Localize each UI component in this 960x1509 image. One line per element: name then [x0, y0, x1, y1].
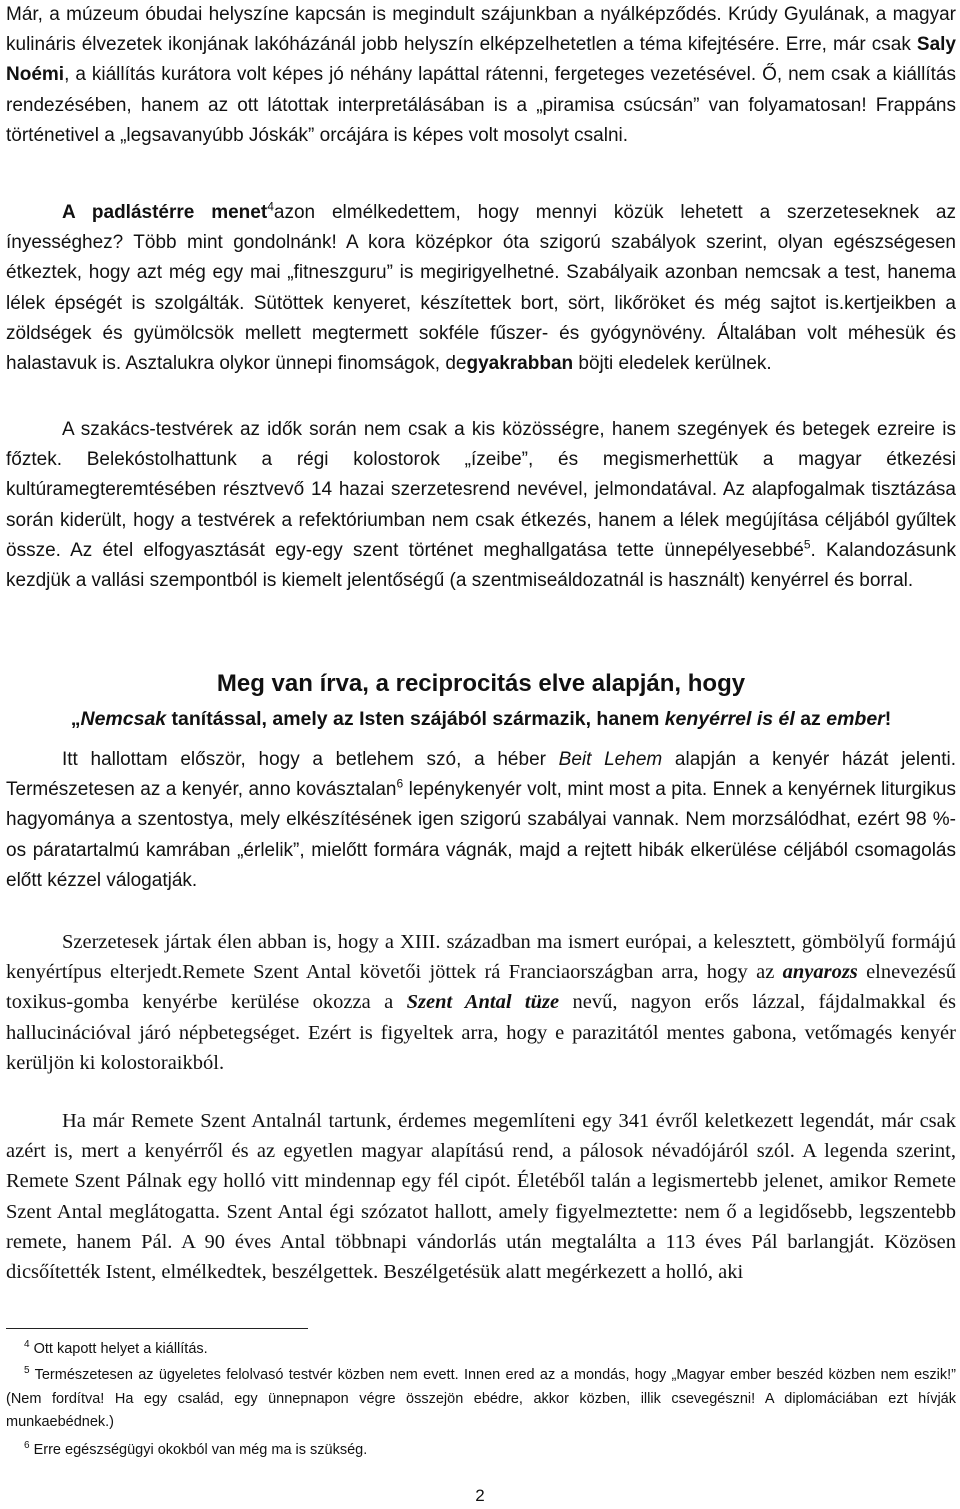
- emphasis-bold: gyakrabban: [466, 353, 574, 375]
- italic-word: ember: [826, 708, 885, 730]
- paragraph-text: lepénykenyér volt, mint most a pita. Ennek a kenyérnek liturgikus hagyománya a szentostya, mely elkészítésének igen szigorú szabályai vannak. Nem morzsálódhat, ezért 98 %-os páratartalmú kamrában „érlelik”, mielőtt formára vágnák, majd a rejtett hibák elkerülése céljából csomagolás előtt kézzel válogatják.: [6, 779, 956, 891]
- footnote-ref-6: 6: [396, 776, 404, 791]
- paragraph-legend: Ha már Remete Szent Antalnál tartunk, érdemes megemlíteni egy 341 évről keletkezett legendát, már csak azért is, mert a kenyérről és az egyetlen magyar alapítású rend, a pálosok névadójáról szól. A legenda szerint, Remete Szent Pálnak egy holló vitt mindennap egy fél cipót. Életéből talán a legismertebb jelenet, amikor Remete Szent Antal meglátogatta. Szent Antal égi szózatot hallott, amely figyelmeztette: nem ő a legidősebb, legszentebb remete, hanem Pál. A 90 éves Antal többnapi vándorlás után megtalálta a 113 éves Pál barlangját. Közösen dicsőítették Istent, elmélkedtek, beszélgettek. Beszélgetésük alatt megérkezett a holló, aki: [6, 1110, 956, 1284]
- heading-text: !: [884, 708, 892, 730]
- footnote-ref-5: 5: [803, 537, 811, 552]
- curator-name: Saly Noémi: [6, 34, 956, 86]
- paragraph-text: nevű, nagyon erős lázzal, fájdalmakkal és hallucinációval járó népbetegséget. Ezért is figyeltek arra, hogy e parazitától mentes gabona, vetőmagés kenyér kerüljön ki kolostoraikból.: [6, 991, 957, 1074]
- paragraph-bethlehem: [6, 745, 956, 896]
- footnote-divider: [6, 1328, 308, 1329]
- paragraph-monks-bread: [6, 927, 956, 1078]
- paragraph-text: Itt hallottam először, hogy a betlehem szó, a héber: [62, 749, 559, 770]
- section-heading: Meg van írva, a reciprocitás elve alapján, hogy: [216, 670, 746, 697]
- italic-word: Nemcsak: [80, 708, 167, 730]
- paragraph-attic-walk: [6, 198, 956, 379]
- italic-phrase: kenyérrel is él: [664, 708, 795, 730]
- footnote-number: 5: [24, 1365, 30, 1377]
- footnote-text: Természetesen az ügyeletes felolvasó testvér közben nem evett. Innen ered az a mondás, hogy „Magyar ember beszéd közben nem eszik!” (Nem fordítva! Ha egy család, egy ünnepnapon végre összejön ebédre, akkor közben, illik csevegészni! A diplomáciában ezt hívják munkaebédnek.): [6, 1367, 956, 1430]
- paragraph-text: A szakács-testvérek az idők során nem csak a kis közösségre, hanem szegények és betegek ezreire is főztek. Belekóstolhattunk a régi kolostorok „ízeibe”, és megismerhettük a magyar étkezési kultúramegteremtésében résztvevő 14 hazai szerzetesrend nevével, jelmondatával. Az alapfogalmak tisztázása során kiderült, hogy a testvérek a refektóriumban nem csak étkezés, hanem a lélek megújítása céljából gyűltek össze. Az étel elfogyasztását egy-egy szent történet meghallgatása tette ünnepélyesebbé: [6, 419, 956, 561]
- paragraph-text: elnevezésű toxikus-gomba kenyérbe kerülése okozza a: [6, 961, 956, 1014]
- paragraph-text: . Kalandozásunk kezdjük a vallási szempontból is kiemelt jelentőségű (a szentmiseáldozatnál is használt) kenyérrel és borral.: [6, 539, 956, 592]
- bold-italic-term: Szent Antal tüze: [406, 991, 560, 1014]
- paragraph-text: alapján a kenyér házát jelenti. Természetesen az a kenyér, anno kovásztalan: [6, 749, 957, 801]
- footnote-text: Erre egészségügyi okokból van még ma is szükség.: [33, 1442, 368, 1458]
- quote-mark: „: [70, 708, 81, 730]
- heading-text: tanítással, amely az Isten szájából származik, hanem: [166, 708, 665, 730]
- paragraph-text: , a kiállítás kurátora volt képes jó néhány lapáttal rátenni, fergeteges vezetésével. Ő, nem csak a kiállítás rendezésében, hanem az ott látottak interpretálásában is a „piramisa csúcsán” van folyamatosan! Frappáns történetivel a „legsavanyúbb Jóskák” orcájára is képes volt mosolyt csalni.: [6, 64, 956, 146]
- heading-text: az: [794, 708, 827, 730]
- footnote-number: 6: [24, 1440, 30, 1452]
- footnote-number: 4: [24, 1339, 30, 1351]
- paragraph-text: Már, a múzeum óbudai helyszíne kapcsán is megindult szájunkban a nyálképződés. Krúdy Gyulának, a magyar kulináris élvezetek ikonjának lakóházánál jobb helyszín elképzelhetetlen a téma kifejtésére. Erre, már csak: [6, 4, 956, 56]
- paragraph-lead-bold: A padlástérre menet: [62, 202, 268, 223]
- bold-italic-term: anyarozs: [782, 961, 858, 984]
- footnote-ref-4: 4: [267, 199, 274, 214]
- footnote-6: [6, 1439, 960, 1463]
- paragraph-cook-brothers: [6, 415, 956, 596]
- page-number: 2: [475, 1486, 485, 1505]
- paragraph-museum-location: [6, 0, 956, 151]
- footnote-4: [6, 1338, 960, 1362]
- section-subheading-quote: [6, 704, 956, 734]
- footnote-5: [6, 1364, 956, 1435]
- footnote-text: Ott kapott helyet a kiállítás.: [33, 1341, 208, 1357]
- paragraph-text: Szerzetesek jártak élen abban is, hogy a XIII. században ma ismert európai, a kelesztett, gömbölyű formájú kenyértípus elterjedt.Remete Szent Antal követői jöttek rá Franciaországban arra, hogy az: [6, 931, 956, 984]
- paragraph-text: azon elmélkedettem, hogy mennyi közük lehetett a szerzeteseknek az ínyességhez? Több mint gondolnánk! A kora középkor óta szigorú szabályok szerint, olyan egészségesen étkeztek, hogy azt még egy mai „fitneszguru” is megirigyelhetné. Szabályaik azonban nemcsak a test, hanema lélek épségét is szolgálták. Sütöttek kenyeret, készítettek bort, sört, likőröket és még sajtot is.kertjeikben a zöldségek és gyümölcsök mellett megtermett sokféle fűszer- és gyógynövény. Általában volt méhesük és halastavuk is. Asztalukra olykor ünnepi finomságok, de: [6, 202, 956, 375]
- paragraph-text: böjti eledelek kerülnek.: [573, 353, 772, 375]
- italic-term: Beit Lehem: [558, 749, 663, 770]
